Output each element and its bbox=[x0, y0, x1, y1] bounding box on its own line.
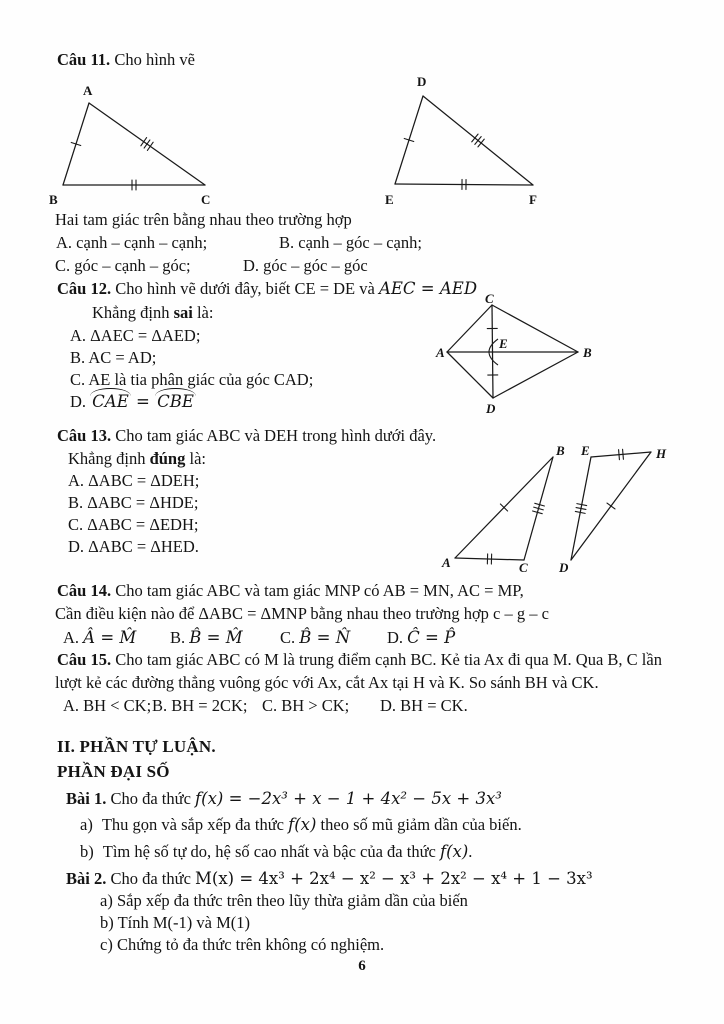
q14-option-d bbox=[387, 628, 455, 648]
q13-option-d: D. ΔABC = ΔHED. bbox=[68, 537, 199, 556]
q14-line1 bbox=[57, 581, 524, 601]
q15-label: Câu 15. bbox=[57, 650, 112, 669]
q14-option-b-math: B̂ = M̂ bbox=[189, 628, 243, 647]
figure-triangle-def bbox=[375, 66, 550, 206]
q12-given-angles: AEC = AED bbox=[378, 279, 478, 298]
q12-assert-bold: sai bbox=[173, 303, 193, 322]
q11-prompt: Hai tam giác trên bằng nhau theo trường hợp bbox=[55, 210, 352, 229]
vertex-label-c: C bbox=[519, 560, 528, 573]
q11-option-c: C. góc – cạnh – góc; bbox=[55, 256, 191, 275]
bai1-item-b-num: b) bbox=[80, 842, 94, 861]
q12-assert bbox=[92, 303, 213, 323]
q14-option-a-label: A. bbox=[63, 628, 84, 647]
bai1-item-b-math: f(x) bbox=[440, 842, 469, 861]
bai2-item-c: c) Chứng tỏ đa thức trên không có nghiệm. bbox=[100, 935, 385, 954]
q13-option-c: C. ΔABC = ΔEDH; bbox=[68, 515, 199, 534]
bai2-item-a: a) Sắp xếp đa thức trên theo lũy thừa giảm dần của biến bbox=[100, 891, 468, 910]
vertex-label-a: A bbox=[442, 555, 451, 570]
q13-title: Cho tam giác ABC và DEH trong hình dưới đây. bbox=[111, 426, 437, 445]
q12-option-b: B. AC = AD; bbox=[70, 348, 157, 367]
bai1-polynomial: f(x) = −2x³ + x − 1 + 4x² − 5x + 3x³ bbox=[195, 789, 502, 808]
bai1-item-b-post: . bbox=[468, 842, 473, 861]
q13-assert-bold: đúng bbox=[149, 449, 186, 468]
page-number: 6 bbox=[358, 958, 366, 974]
bai1-item-b-pre: Tìm hệ số tự do, hệ số cao nhất và bậc của đa thức bbox=[102, 842, 440, 861]
vertex-label-c: C bbox=[201, 192, 211, 207]
bai1-heading bbox=[66, 789, 502, 809]
q15-option-b: B. BH = 2CK; bbox=[152, 696, 248, 715]
vertex-label-h: H bbox=[656, 446, 667, 461]
vertex-label-b: B bbox=[556, 443, 565, 458]
q11-option-a: A. cạnh – cạnh – cạnh; bbox=[56, 233, 208, 252]
q12-option-a: A. ΔAEC = ΔAED; bbox=[70, 326, 201, 345]
vertex-label-a: A bbox=[83, 83, 93, 98]
q13-heading bbox=[57, 426, 436, 446]
vertex-label-d: D bbox=[559, 560, 569, 573]
q12-assert-pre: Khẳng định bbox=[92, 303, 174, 322]
q12-heading bbox=[57, 279, 477, 299]
bai1-intro: Cho đa thức bbox=[106, 789, 196, 808]
q12-intro: Cho hình vẽ dưới đây, biết CE = DE và bbox=[111, 279, 379, 298]
bai1-item-b bbox=[80, 842, 472, 862]
q13-assert-post: là: bbox=[185, 449, 206, 468]
bai1-item-a-math: f(x) bbox=[288, 815, 317, 834]
q11-option-b: B. cạnh – góc – cạnh; bbox=[279, 233, 422, 252]
section-dai-so-title: PHẦN ĐẠI SỐ bbox=[57, 762, 170, 781]
vertex-label-b: B bbox=[583, 345, 592, 360]
bai1-item-a-pre: Thu gọn và sắp xếp đa thức bbox=[101, 815, 289, 834]
vertex-label-c: C bbox=[485, 292, 494, 306]
q12-assert-post: là: bbox=[192, 303, 214, 322]
q14-option-d-math: Ĉ = P̂ bbox=[407, 628, 456, 647]
q12-option-d-angle-cae: CAE bbox=[92, 392, 129, 411]
vertex-label-e: E bbox=[499, 336, 508, 351]
figure-triangle-abc bbox=[45, 78, 235, 208]
bai1-item-a-post: theo số mũ giảm dần của biến. bbox=[316, 815, 522, 834]
q14-option-b bbox=[170, 628, 243, 648]
q11-title: Cho hình vẽ bbox=[110, 50, 195, 69]
q13-assert-pre: Khẳng định bbox=[68, 449, 150, 468]
vertex-label-d: D bbox=[417, 74, 427, 89]
bai2-intro: Cho đa thức bbox=[106, 869, 196, 888]
q15-option-a: A. BH < CK; bbox=[63, 696, 152, 715]
bai1-label: Bài 1. bbox=[66, 789, 107, 808]
q13-label: Câu 13. bbox=[57, 426, 112, 445]
q11-option-d: D. góc – góc – góc bbox=[243, 256, 368, 275]
q12-option-d-equals: = bbox=[130, 392, 156, 411]
q13-assert bbox=[68, 449, 206, 469]
q15-option-d: D. BH = CK. bbox=[380, 696, 468, 715]
q14-option-c-math: B̂ = N̂ bbox=[299, 628, 351, 647]
bai2-heading bbox=[66, 869, 593, 889]
q14-option-b-label: B. bbox=[170, 628, 190, 647]
q14-option-c-label: C. bbox=[280, 628, 300, 647]
q12-option-c: C. AE là tia phân giác của góc CAD; bbox=[70, 370, 314, 389]
q14-option-a-math: Â = M̂ bbox=[83, 628, 137, 647]
q13-option-b: B. ΔABC = ΔHDE; bbox=[68, 493, 199, 512]
q14-option-d-label: D. bbox=[387, 628, 408, 647]
bai2-item-b: b) Tính M(-1) và M(1) bbox=[100, 913, 250, 932]
q14-label: Câu 14. bbox=[57, 581, 112, 600]
q12-option-d-angle-cbe: CBE bbox=[157, 392, 194, 411]
q14-line2: Cần điều kiện nào để ΔABC = ΔMNP bằng nhau theo trường hợp c – g – c bbox=[55, 604, 549, 623]
q14-option-a bbox=[63, 628, 136, 648]
q13-option-a: A. ΔABC = ΔDEH; bbox=[68, 471, 200, 490]
q15-option-c: C. BH > CK; bbox=[262, 696, 350, 715]
vertex-label-b: B bbox=[49, 192, 58, 207]
vertex-label-a: A bbox=[436, 345, 445, 360]
q14-line1-text: Cho tam giác ABC và tam giác MNP có AB = MN, AC = MP, bbox=[111, 581, 524, 600]
bai1-item-a bbox=[80, 815, 522, 835]
bai1-item-a-num: a) bbox=[80, 815, 93, 834]
q12-option-d bbox=[70, 392, 196, 412]
vertex-label-e: E bbox=[581, 443, 590, 458]
figure-kite-abcd bbox=[435, 292, 640, 417]
q12-option-d-label: D. bbox=[70, 392, 91, 411]
q15-line1-text: Cho tam giác ABC có M là trung điểm cạnh BC. Kẻ tia Ax đi qua M. Qua B, C lần bbox=[111, 650, 662, 669]
q11-heading bbox=[57, 50, 195, 70]
vertex-label-f: F bbox=[529, 192, 537, 206]
bai2-label: Bài 2. bbox=[66, 869, 107, 888]
figure-triangles-abc-deh bbox=[440, 443, 670, 573]
section-tu-luan-title: II. PHẦN TỰ LUẬN. bbox=[57, 737, 216, 756]
bai2-polynomial: M(x) = 4x³ + 2x⁴ − x² − x³ + 2x² − x⁴ + 1 − 3x³ bbox=[195, 869, 593, 888]
q15-line1 bbox=[57, 650, 662, 670]
vertex-label-e: E bbox=[385, 192, 394, 206]
q12-label: Câu 12. bbox=[57, 279, 112, 298]
q15-line2: lượt kẻ các đường thẳng vuông góc với Ax, cắt Ax tại H và K. So sánh BH và CK. bbox=[55, 673, 599, 692]
q11-label: Câu 11. bbox=[57, 50, 111, 69]
q14-option-c bbox=[280, 628, 350, 648]
vertex-label-d: D bbox=[486, 401, 496, 416]
